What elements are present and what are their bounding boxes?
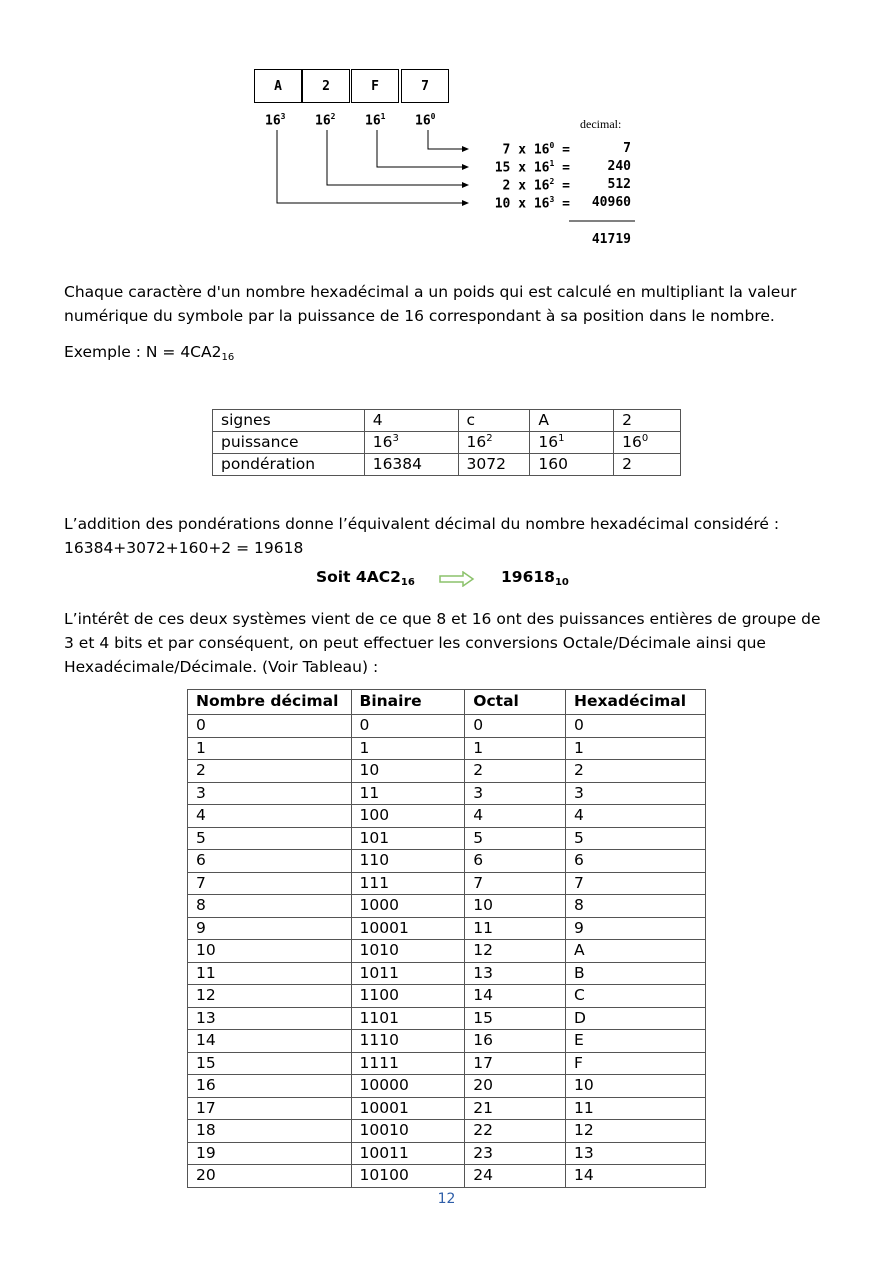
table-row (213, 454, 681, 476)
hex-digit-box: F (351, 69, 399, 103)
paragraph-line: L’addition des pondérations donne l’équivalent décimal du nombre hexadécimal considéré : (64, 515, 780, 533)
calc-row: 10 x $16^3$ = (494, 195, 570, 212)
result-right: 1961810 (501, 568, 569, 588)
table-cell: B (566, 962, 706, 985)
table-cell: 21 (465, 1097, 566, 1120)
table-row (188, 1142, 706, 1165)
table-cell: 10010 (351, 1120, 465, 1143)
conversion-table-body (188, 715, 706, 1188)
table-row (188, 1007, 706, 1030)
table-cell: 7 (188, 872, 352, 895)
table-row (188, 1030, 706, 1053)
table-cell: 1010 (351, 940, 465, 963)
table-cell: 111 (351, 872, 465, 895)
table-row (188, 962, 706, 985)
table-cell: 12 (566, 1120, 706, 1143)
calc-value: 512 (607, 177, 631, 192)
table-cell: 10011 (351, 1142, 465, 1165)
table-cell: 14 (566, 1165, 706, 1188)
table-cell: 5 (465, 827, 566, 850)
table-cell: 3072 (458, 454, 530, 476)
column-header: Octal (465, 690, 566, 715)
table-row (188, 827, 706, 850)
table-cell: F (566, 1052, 706, 1075)
calc-value: 240 (607, 159, 631, 174)
result-left: Soit 4AC216 (316, 568, 415, 588)
table-cell: 1000 (351, 895, 465, 918)
table-row (188, 1165, 706, 1188)
row-label: pondération (213, 454, 365, 476)
column-header: Hexadécimal (566, 690, 706, 715)
table-cell: 2 (566, 760, 706, 783)
table-cell: 2 (188, 760, 352, 783)
table-cell: 0 (465, 715, 566, 738)
table-cell: 12 (465, 940, 566, 963)
table-cell: 1 (351, 737, 465, 760)
table-cell: 1100 (351, 985, 465, 1008)
table-cell: 4 (465, 805, 566, 828)
table-cell: 10 (566, 1075, 706, 1098)
table-cell: 16 (188, 1075, 352, 1098)
table-cell: 4 (364, 410, 458, 432)
table-cell: A (530, 410, 614, 432)
table-row (188, 805, 706, 828)
table-cell: D (566, 1007, 706, 1030)
calc-row: 15 x $16^1$ = (494, 159, 570, 176)
table-row (213, 432, 681, 454)
power-label: $16^1$ (365, 112, 386, 129)
example-line: Exemple : N = 4CA216 (64, 343, 235, 363)
calc-row: 2 x $16^2$ = (502, 177, 570, 194)
paragraph-addition (64, 512, 834, 560)
table-row (188, 850, 706, 873)
table-cell: A (566, 940, 706, 963)
table-cell: 16384 (364, 454, 458, 476)
table-cell: 4 (566, 805, 706, 828)
table-cell: 1 (465, 737, 566, 760)
row-label: puissance (213, 432, 365, 454)
table-cell: 6 (188, 850, 352, 873)
table-cell: 11 (188, 962, 352, 985)
table-cell: $16^3$ (364, 432, 458, 454)
table-row (188, 985, 706, 1008)
table-row (213, 410, 681, 432)
table-cell: 13 (465, 962, 566, 985)
table-cell: 10100 (351, 1165, 465, 1188)
table-row (188, 1075, 706, 1098)
table-header-row (188, 690, 706, 715)
table-cell: 15 (188, 1052, 352, 1075)
table-row (188, 940, 706, 963)
table-cell: 1101 (351, 1007, 465, 1030)
table-cell: 17 (465, 1052, 566, 1075)
table-cell: 22 (465, 1120, 566, 1143)
table-cell: 10 (188, 940, 352, 963)
table-cell: 160 (530, 454, 614, 476)
hex-digit-box: A (254, 69, 302, 103)
table-cell: 13 (566, 1142, 706, 1165)
table-cell: 5 (188, 827, 352, 850)
calc-row: 7 x $16^0$ = (502, 141, 570, 158)
table-cell: 3 (566, 782, 706, 805)
decimal-label: decimal: (580, 117, 622, 131)
right-arrow-icon (439, 571, 475, 587)
table-cell: 14 (188, 1030, 352, 1053)
table-cell: 11 (351, 782, 465, 805)
table-cell: 20 (188, 1165, 352, 1188)
table-cell: 10000 (351, 1075, 465, 1098)
table-cell: 1110 (351, 1030, 465, 1053)
table-row (188, 737, 706, 760)
calc-total: 41719 (591, 232, 631, 247)
table-row (188, 1120, 706, 1143)
table-cell: 11 (566, 1097, 706, 1120)
table-row (188, 715, 706, 738)
table-row (188, 782, 706, 805)
calc-value: 40960 (591, 195, 631, 210)
table-cell: 10 (351, 760, 465, 783)
table-cell: 6 (566, 850, 706, 873)
table-cell: 9 (188, 917, 352, 940)
table-cell: 100 (351, 805, 465, 828)
table-cell: $16^0$ (614, 432, 681, 454)
table-cell: 2 (465, 760, 566, 783)
table-cell: 4 (188, 805, 352, 828)
table-cell: C (566, 985, 706, 1008)
paragraph-hex-weights: Chaque caractère d'un nombre hexadécimal a un poids qui est calculé en multipliant la valeur numérique du symbole par la puissance de 16 correspondant à sa position dans le nombre. (64, 283, 797, 325)
table-cell: 7 (566, 872, 706, 895)
connector-arrows (0, 0, 893, 260)
conversion-table (187, 689, 706, 1188)
table-cell: 3 (188, 782, 352, 805)
table-cell: 8 (566, 895, 706, 918)
table-cell: $16^2$ (458, 432, 530, 454)
power-label: $16^2$ (315, 112, 336, 129)
calc-value: 7 (623, 141, 631, 156)
paragraph-octal-hex: L’intérêt de ces deux systèmes vient de ce que 8 et 16 ont des puissances entières de groupe de 3 et 4 bits et par conséquent, on peut effectuer les conversions Octale/Décimale ainsi que Hexadécimale/Décimale. (Voir Tableau) : (64, 610, 821, 676)
table-cell: 0 (351, 715, 465, 738)
table-cell: 0 (188, 715, 352, 738)
table-row (188, 1052, 706, 1075)
table-cell: 17 (188, 1097, 352, 1120)
table-cell: 6 (465, 850, 566, 873)
table-cell: 12 (188, 985, 352, 1008)
table-row (188, 895, 706, 918)
table-cell: 11 (465, 917, 566, 940)
table-row (188, 917, 706, 940)
power-label: $16^0$ (415, 112, 436, 129)
table-cell: 8 (188, 895, 352, 918)
table-cell: 13 (188, 1007, 352, 1030)
table-cell: 1 (188, 737, 352, 760)
table-cell: 1111 (351, 1052, 465, 1075)
table-cell: 14 (465, 985, 566, 1008)
table-cell: $16^1$ (530, 432, 614, 454)
power-label: $16^3$ (265, 112, 286, 129)
result-line (316, 568, 415, 586)
table-cell: 9 (566, 917, 706, 940)
table-cell: 15 (465, 1007, 566, 1030)
table-cell: 2 (614, 410, 681, 432)
table-cell: 101 (351, 827, 465, 850)
row-label: signes (213, 410, 365, 432)
paragraph-line: 16384+3072+160+2 = 19618 (64, 539, 304, 557)
table-row (188, 1097, 706, 1120)
table-cell: 10001 (351, 1097, 465, 1120)
table-cell: 24 (465, 1165, 566, 1188)
table-cell: 18 (188, 1120, 352, 1143)
column-header: Nombre décimal (188, 690, 352, 715)
hex-digit-box: 2 (302, 69, 350, 103)
weighting-table (212, 409, 681, 476)
table-cell: 0 (566, 715, 706, 738)
table-cell: 7 (465, 872, 566, 895)
table-row (188, 760, 706, 783)
table-cell: 1011 (351, 962, 465, 985)
table-cell: 2 (614, 454, 681, 476)
table-cell: 23 (465, 1142, 566, 1165)
table-cell: 5 (566, 827, 706, 850)
column-header: Binaire (351, 690, 465, 715)
table-cell: 1 (566, 737, 706, 760)
table-cell: E (566, 1030, 706, 1053)
hex-digit-box: 7 (401, 69, 449, 103)
table-cell: 10 (465, 895, 566, 918)
table-cell: 16 (465, 1030, 566, 1053)
page-number: 12 (437, 1191, 456, 1207)
table-cell: 3 (465, 782, 566, 805)
table-cell: 10001 (351, 917, 465, 940)
table-cell: 19 (188, 1142, 352, 1165)
table-cell: 20 (465, 1075, 566, 1098)
table-row (188, 872, 706, 895)
table-cell: 110 (351, 850, 465, 873)
table-cell: c (458, 410, 530, 432)
